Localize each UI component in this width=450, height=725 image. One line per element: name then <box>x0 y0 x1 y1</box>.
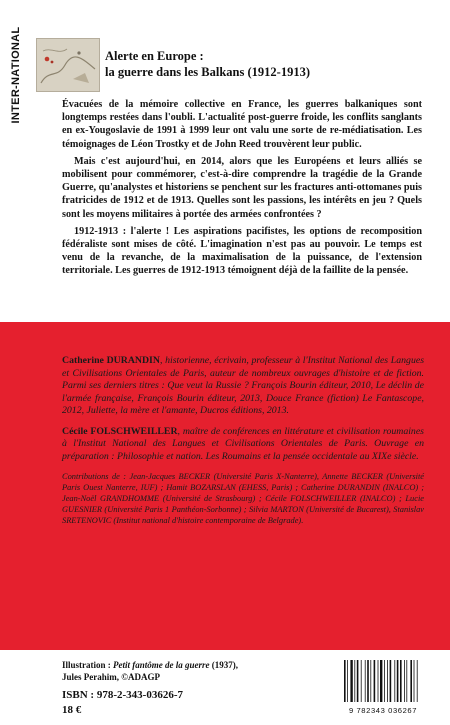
credit-line-2: Jules Perahim, ©ADAGP <box>62 672 160 682</box>
author-bio-1 <box>62 355 424 418</box>
title-line-1: Alerte en Europe : <box>105 49 204 63</box>
title-line-2: la guerre dans les Balkans (1912-1913) <box>105 65 310 79</box>
author-name: Cécile FOLSCHWEILLER <box>62 425 178 437</box>
barcode-number: 9 782343 036267 <box>348 706 418 715</box>
author-description: , maître de conférences en littérature et civilisation roumaines à l'Institut National des Langues et Civilisations Orientales de Paris. Ouvrage en préparation : Philosophie et nation. Les Roumains et la pensée occidentale au XIXe siècle. <box>62 425 424 462</box>
blurb <box>62 98 422 282</box>
author-bios <box>62 355 424 534</box>
author-name: Catherine DURANDIN <box>62 355 160 366</box>
credit-line-1 <box>62 659 282 671</box>
author-bio-2 <box>62 426 424 464</box>
blurb-paragraph: Mais c'est aujourd'hui, en 2014, alors que les Européens et leurs alliés se mobilisent pour commémorer, c'est-à-dire comprendre la tragédie de la Grande Guerre, qu'analystes et historiens se penchent sur les fractures anti-ottomanes puis fratricides de 1912 et de 1913. Quelles sont les passions, les intérêts en jeu ? Quels sont les moyens militaires à portée des armées confrontées ? <box>62 155 422 220</box>
collection-name: INTER-NATIONAL <box>10 26 22 124</box>
spine-label <box>10 0 30 244</box>
illustration-image <box>37 39 99 91</box>
credit-prefix: Illustration : <box>62 660 114 670</box>
credit-year: (1937), <box>209 660 239 670</box>
blurb-paragraph: Évacuées de la mémoire collective en France, les guerres balkaniques sont longtemps restées dans l'oubli. L'actualité post-guerre froide, les conflits sanglants en ex-Yougoslavie de 1991 à 1999 leur ont valu une sorte de re-médiatisation. Les témoignages de Léon Trostky et de John Reed trouvèrent leur public. <box>62 99 422 150</box>
contributors: Contributions de : Jean-Jacques BECKER (Université Paris X-Nanterre), Annette BECKER (Université Paris Ouest Nanterre, IUF) ; Hamit BOZARSLAN (EHESS, Paris) ; Catherine DURANDIN (INALCO) ; Jean-Noël GRANDHOMME (Université de Strasbourg) ; Cécile FOLSCHWEILLER (INALCO) ; Lucie GUESNIER (Université Paris 1 Panthéon-Sorbonne) ; Silvia MARTON (Université de Bucarest), Stanislav SRETENOVIC (Institut national d'histoire contemporaine de Belgrade). <box>62 472 424 525</box>
barcode-bars <box>342 658 424 704</box>
isbn: ISBN : 978-2-343-03626-7 <box>62 689 183 701</box>
cover-illustration-thumbnail <box>36 38 100 92</box>
blurb-paragraph: 1912-1913 : l'alerte ! Les aspirations pacifistes, les options de recomposition fédéraliste sont mises de côté. L'imagination n'est pas au pouvoir. Le temps est venu de la revanche, de la maximalisation de la puissance, de l'extension territoriale. Les guerres de 1912-1913 témoignent déjà de la faillite de la pensée. <box>62 225 422 277</box>
price: 18 € <box>62 704 82 716</box>
book-title <box>105 48 425 80</box>
illustration-credits <box>62 659 282 683</box>
author-description: , historienne, écrivain, professeur à l'Institut National des Langues et Civilisations Orientales de Paris, auteur de nombreux ouvrages d'histoire et de fiction. Parmi ses derniers titres : Que veut la Russie ? François Bourin éditeur, 2010, Le déclin de l'armée française, François Bourin éditeur, 2013, Douce France (fiction) Le Fantascope, 2012, Juliette, la mère et l'amante, Ducros éditions, 2013. <box>62 355 425 416</box>
credit-work-title: Petit fantôme de la guerre <box>113 660 210 670</box>
